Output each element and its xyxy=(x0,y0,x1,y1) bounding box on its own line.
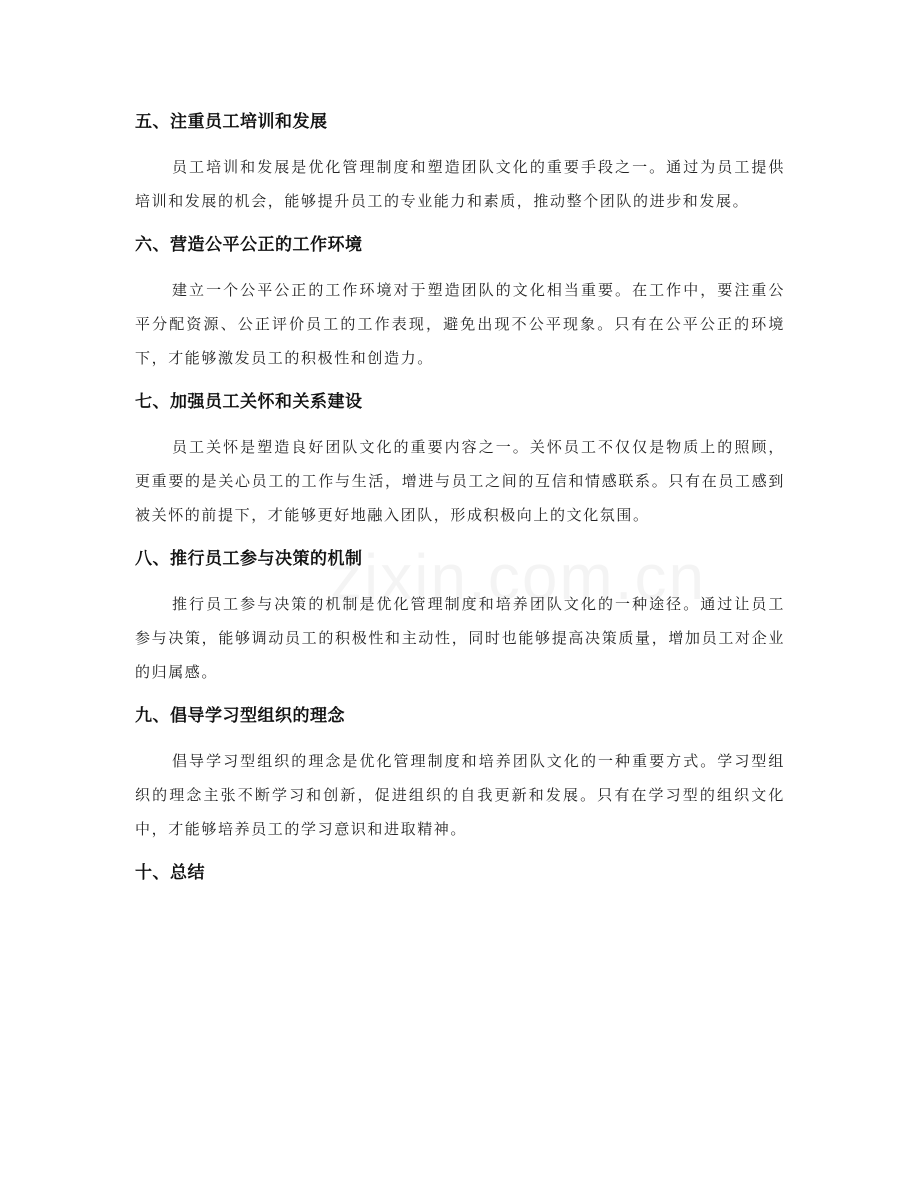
section-heading: 六、营造公平公正的工作环境 xyxy=(135,235,363,255)
section-heading: 九、倡导学习型组织的理念 xyxy=(135,706,345,726)
section-heading: 八、推行员工参与决策的机制 xyxy=(135,549,363,569)
section-9 xyxy=(135,701,785,846)
section-paragraph: 建立一个公平公正的工作环境对于塑造团队的文化相当重要。在工作中，要注重公平分配资源、公正评价员工的工作表现，避免出现不公平现象。只有在公平公正的环境下，才能够激发员工的积极性和创造力。 xyxy=(135,281,785,367)
section-heading: 五、注重员工培训和发展 xyxy=(135,112,328,132)
section-heading: 七、加强员工关怀和关系建设 xyxy=(135,392,363,412)
section-paragraph: 推行员工参与决策的机制是优化管理制度和培养团队文化的一种途径。通过让员工参与决策，能够调动员工的积极性和主动性，同时也能够提高决策质量，增加员工对企业的归属感。 xyxy=(135,595,785,681)
section-8 xyxy=(135,544,785,689)
section-10 xyxy=(135,858,785,888)
section-5 xyxy=(135,107,785,218)
section-paragraph: 员工培训和发展是优化管理制度和塑造团队文化的重要手段之一。通过为员工提供培训和发展的机会，能够提升员工的专业能力和素质，推动整个团队的进步和发展。 xyxy=(135,158,785,210)
section-7 xyxy=(135,387,785,532)
section-heading: 十、总结 xyxy=(135,863,205,883)
section-paragraph: 员工关怀是塑造良好团队文化的重要内容之一。关怀员工不仅仅是物质上的照顾，更重要的是关心员工的工作与生活，增进与员工之间的互信和情感联系。只有在员工感到被关怀的前提下，才能够更好地融入团队，形成积极向上的文化氛围。 xyxy=(135,438,785,524)
document-body xyxy=(135,107,785,901)
section-paragraph: 倡导学习型组织的理念是优化管理制度和培养团队文化的一种重要方式。学习型组织的理念主张不断学习和创新，促进组织的自我更新和发展。只有在学习型的组织文化中，才能够培养员工的学习意识和进取精神。 xyxy=(135,752,785,838)
section-6 xyxy=(135,230,785,375)
